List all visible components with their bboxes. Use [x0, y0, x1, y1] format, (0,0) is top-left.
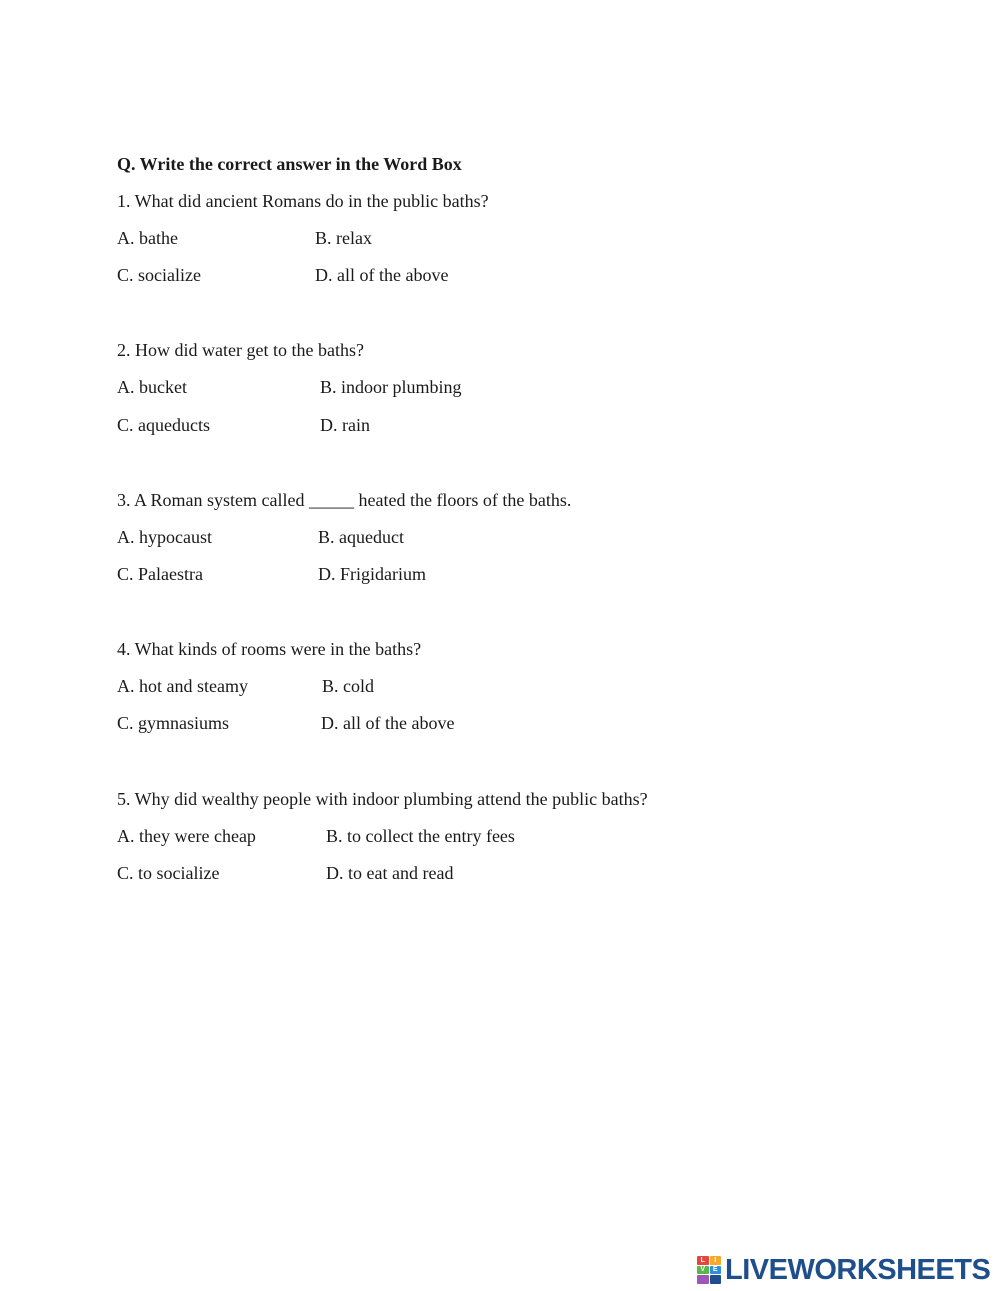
q1-option-c[interactable]: C. socialize: [117, 265, 201, 285]
logo-grid-icon: [697, 1256, 721, 1284]
q4-option-b[interactable]: B. cold: [322, 676, 374, 696]
logo-tile: [697, 1275, 709, 1284]
question-1: 1. What did ancient Romans do in the public baths?: [117, 191, 489, 211]
question-3: 3. A Roman system called _____ heated the floors of the baths.: [117, 490, 572, 510]
q3-option-c[interactable]: C. Palaestra: [117, 564, 203, 584]
page-title: Q. Write the correct answer in the Word Box: [117, 154, 462, 174]
q4-option-a[interactable]: A. hot and steamy: [117, 676, 248, 696]
logo-tile: [710, 1275, 722, 1284]
q2-option-d[interactable]: D. rain: [320, 415, 370, 435]
logo-text: LIVEWORKSHEETS: [725, 1253, 991, 1286]
q2-option-c[interactable]: C. aqueducts: [117, 415, 210, 435]
q3-option-a[interactable]: A. hypocaust: [117, 527, 212, 547]
logo-tile: I: [710, 1256, 722, 1265]
q1-option-b[interactable]: B. relax: [315, 228, 372, 248]
q4-option-c[interactable]: C. gymnasiums: [117, 713, 230, 733]
q5-option-d[interactable]: D. to eat and read: [326, 863, 454, 883]
q5-option-c[interactable]: C. to socialize: [117, 863, 220, 883]
liveworksheets-logo: [697, 1253, 990, 1287]
q5-option-b[interactable]: B. to collect the entry fees: [326, 826, 515, 846]
q2-option-a[interactable]: A. bucket: [117, 377, 187, 397]
q3-option-d[interactable]: D. Frigidarium: [318, 564, 426, 584]
logo-tile: E: [710, 1266, 722, 1275]
question-4: 4. What kinds of rooms were in the baths?: [117, 639, 422, 659]
question-5: 5. Why did wealthy people with indoor plumbing attend the public baths?: [117, 789, 648, 809]
logo-tile: L: [697, 1256, 709, 1265]
q1-option-d[interactable]: D. all of the above: [315, 265, 449, 285]
q1-option-a[interactable]: A. bathe: [117, 228, 178, 248]
q5-option-a[interactable]: A. they were cheap: [117, 826, 256, 846]
q3-option-b[interactable]: B. aqueduct: [318, 527, 404, 547]
question-2: 2. How did water get to the baths?: [117, 340, 364, 360]
q4-option-d[interactable]: D. all of the above: [321, 713, 455, 733]
logo-tile: V: [697, 1266, 709, 1275]
q2-option-b[interactable]: B. indoor plumbing: [320, 377, 462, 397]
